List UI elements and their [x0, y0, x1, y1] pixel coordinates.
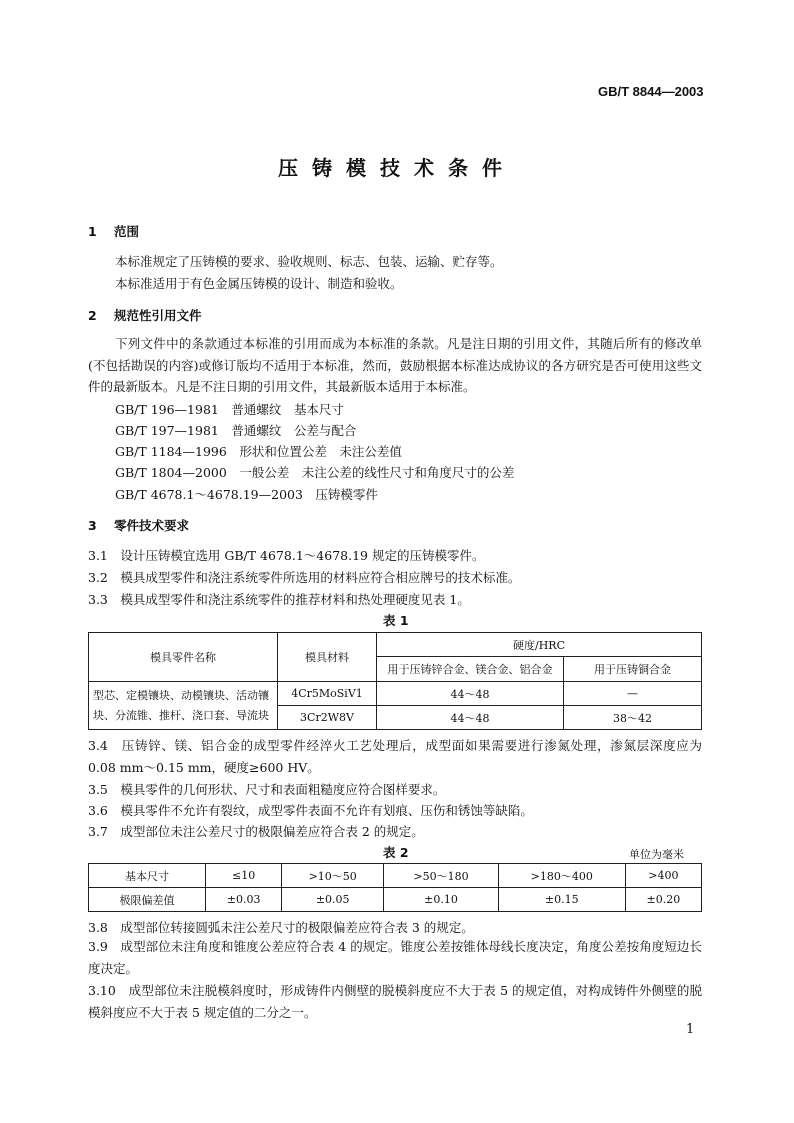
section-2-heading [88, 306, 202, 324]
section-number: 2 [88, 308, 97, 323]
table-2-caption: 表 2 [383, 845, 409, 860]
clause-3-3: 3.3 模具成型零件和浇注系统零件的推荐材料和热处理硬度见表 1。 [88, 592, 470, 607]
reference-item: GB/T 1804—2000 一般公差 未注公差的线性尺寸和角度尺寸的公差 [115, 465, 515, 480]
section-1-heading [88, 222, 139, 240]
section-title: 规范性引用文件 [114, 308, 202, 323]
clause-3-9: 3.9 成型部位未注角度和锥度公差应符合表 4 的规定。锥度公差按锥体母线长度决定，角度公差按角度短边长度决定。 [88, 939, 702, 976]
table-1-caption: 表 1 [383, 613, 409, 628]
table-cell: 极限偏差值 [89, 888, 206, 912]
table-row [89, 864, 702, 888]
section-title: 零件技术要求 [114, 518, 190, 533]
reference-item: GB/T 197—1981 普通螺纹 公差与配合 [115, 423, 357, 438]
page-title: 压铸模技术条件 [278, 156, 516, 180]
table-cell: 38～42 [564, 706, 702, 730]
clause-3-2: 3.2 模具成型零件和浇注系统零件所选用的材料应符合相应牌号的技术标准。 [88, 570, 521, 585]
section-3-heading [88, 516, 189, 534]
table-cell: 4Cr5MoSiV1 [278, 682, 377, 706]
section-number: 1 [88, 224, 97, 239]
table-cell: 44～48 [377, 682, 564, 706]
table-cell: ±0.20 [625, 888, 701, 912]
table-header: 用于压铸铜合金 [564, 657, 702, 682]
table-cell: 3Cr2W8V [278, 706, 377, 730]
section-title: 范围 [114, 224, 140, 239]
table-cell: ±0.15 [498, 888, 625, 912]
table-header: 硬度/HRC [377, 633, 702, 657]
table-header: 模具材料 [278, 633, 377, 682]
table-cell: 44～48 [377, 706, 564, 730]
table-cell: ±0.10 [384, 888, 499, 912]
paragraph: 本标准适用于有色金属压铸模的设计、制造和验收。 [115, 276, 403, 291]
table-2-unit: 单位为毫米 [629, 848, 684, 861]
table-header: 基本尺寸 [89, 864, 206, 888]
table-2 [88, 863, 702, 912]
reference-item: GB/T 1184—1996 形状和位置公差 未注公差值 [115, 444, 402, 459]
standard-number: GB/T 8844—2003 [598, 84, 704, 99]
table-header: 模具零件名称 [89, 633, 278, 682]
clause-3-4: 3.4 压铸锌、镁、铝合金的成型零件经淬火工艺处理后，成型面如果需要进行渗氮处理，渗氮层深度应为 0.08 mm～0.15 mm，硬度≥600 HV。 [88, 738, 702, 775]
table-1 [88, 632, 702, 730]
table-header: >10～50 [282, 864, 384, 888]
clause-3-1: 3.1 设计压铸模宜选用 GB/T 4678.1～4678.19 规定的压铸模零件。 [88, 548, 485, 563]
table-cell: — [564, 682, 702, 706]
clause-3-5: 3.5 模具零件的几何形状、尺寸和表面粗糙度应符合图样要求。 [88, 782, 446, 797]
clause-3-6: 3.6 模具零件不允许有裂纹，成型零件表面不允许有划痕、压伤和锈蚀等缺陷。 [88, 803, 533, 818]
table-row [89, 888, 702, 912]
table-header: 用于压铸锌合金、镁合金、铝合金 [377, 657, 564, 682]
paragraph: 下列文件中的条款通过本标准的引用而成为本标准的条款。凡是注日期的引用文件，其随后所有的修改单(不包括勘误的内容)或修订版均不适用于本标准，然而，鼓励根据本标准达成协议的各方研究是否可使用这些文件的最新版本。凡是不注日期的引用文件，其最新版本适用于本标准。 [88, 336, 702, 394]
clause-3-7: 3.7 成型部位未注公差尺寸的极限偏差应符合表 2 的规定。 [88, 824, 424, 839]
table-header: >400 [625, 864, 701, 888]
clause-3-8: 3.8 成型部位转接圆弧未注公差尺寸的极限偏差应符合表 3 的规定。 [88, 920, 474, 935]
clause-3-10: 3.10 成型部位未注脱模斜度时，形成铸件内侧壁的脱模斜度应不大于表 5 的规定值，对构成铸件外侧壁的脱模斜度应不大于表 5 规定值的二分之一。 [88, 983, 702, 1020]
table-row [89, 682, 702, 706]
table-cell: 型芯、定模镶块、动模镶块、活动镶块、分流锥、推杆、浇口套、导流块 [89, 682, 278, 730]
page-number: 1 [686, 1022, 695, 1037]
reference-item: GB/T 196—1981 普通螺纹 基本尺寸 [115, 402, 344, 417]
paragraph: 本标准规定了压铸模的要求、验收规则、标志、包装、运输、贮存等。 [115, 254, 503, 269]
table-header: ≤10 [206, 864, 282, 888]
reference-item: GB/T 4678.1～4678.19—2003 压铸模零件 [115, 487, 378, 502]
table-header: >50～180 [384, 864, 499, 888]
table-cell: ±0.03 [206, 888, 282, 912]
table-header: >180～400 [498, 864, 625, 888]
table-cell: ±0.05 [282, 888, 384, 912]
section-number: 3 [88, 518, 97, 533]
